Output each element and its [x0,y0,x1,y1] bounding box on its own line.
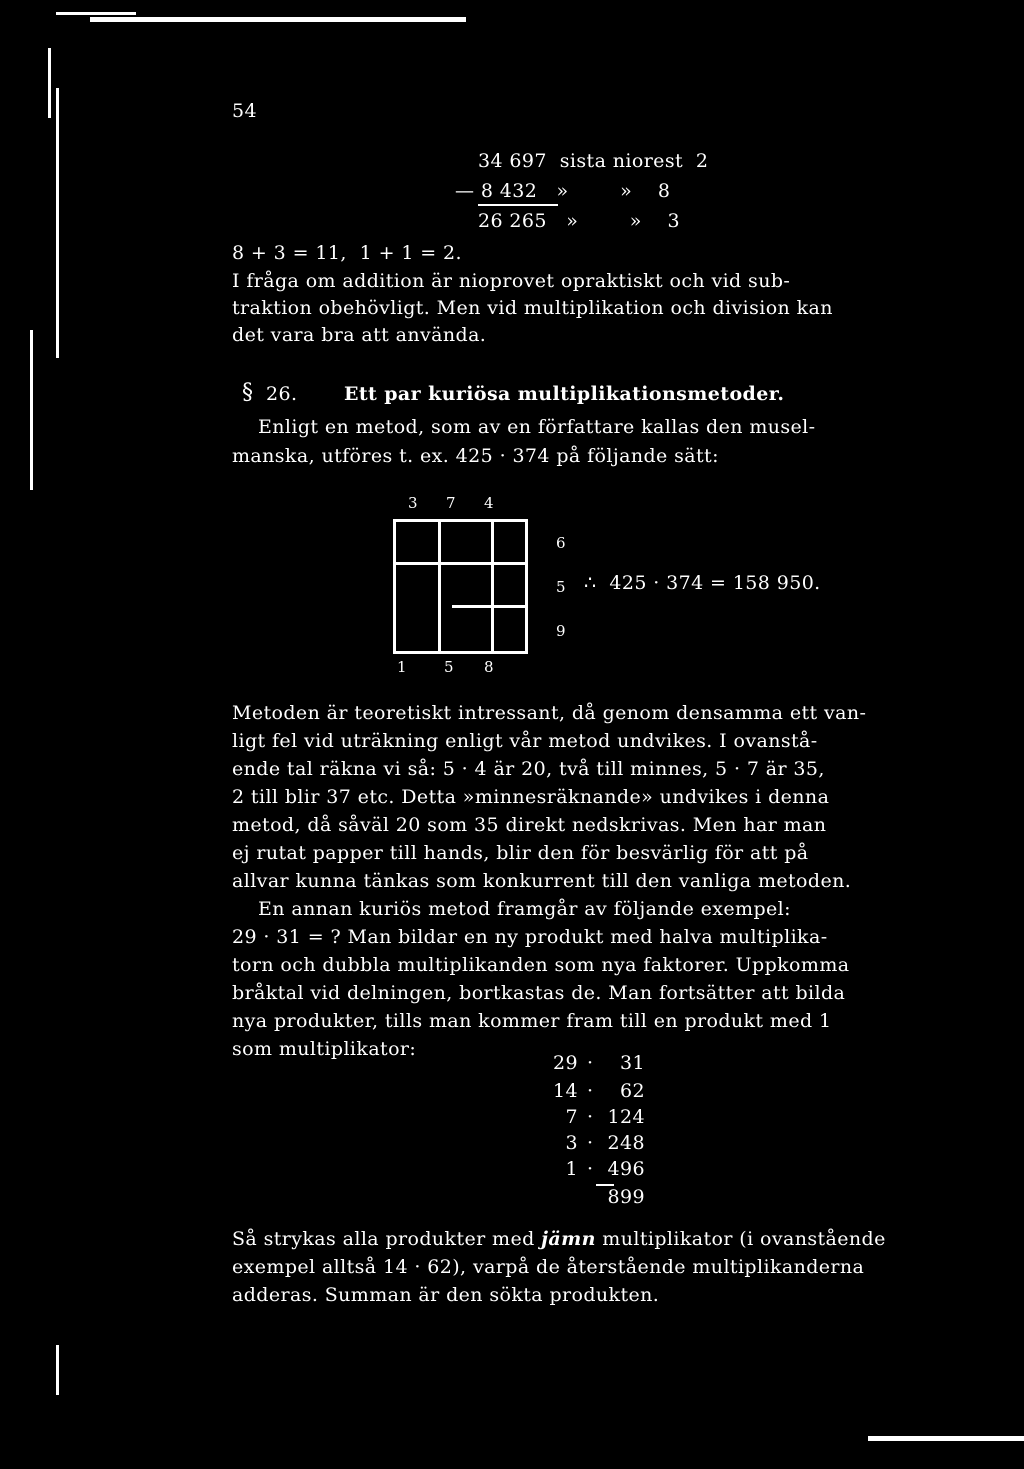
halving-dot-1: · [587,1052,594,1074]
bottom-rule [868,1436,1024,1441]
halving-a-4: 3 [565,1132,578,1154]
subtraction-rule [478,204,558,206]
para3-line-1: Metoden är teoretiskt intressant, då genom densamma ett van- [232,702,867,724]
halving-b-3: 124 [607,1106,645,1128]
subtraction-row-2: — 8 432 » » 8 [455,180,671,202]
top-rule [90,17,466,22]
top-rule-thin [56,12,136,15]
grid-col-2 [491,519,494,654]
halving-b-1: 31 [620,1052,645,1074]
halving-b-4: 248 [607,1132,645,1154]
left-edge-line-3 [30,330,33,490]
para4-line-1 [232,1228,886,1250]
para4-emphasis: jämn [541,1228,596,1250]
halving-a-2: 14 [553,1080,578,1102]
subtraction-row-3: 26 265 » » 3 [478,210,681,232]
para3-line-12: nya produkter, tills man kommer fram till en produkt med 1 [232,1010,832,1032]
para4-line-1-end: multiplikator (i ovanstående [595,1228,886,1250]
para3-line-5: metod, då såväl 20 som 35 direkt nedskrivas. Men har man [232,814,827,836]
para4-line-3: adderas. Summan är den sökta produkten. [232,1284,660,1306]
para4-line-2: exempel alltså 14 · 62), varpå de återstående multiplikanderna [232,1256,865,1278]
grid-border-left [393,519,396,654]
left-edge-line-4 [56,1345,59,1395]
grid-top-digit-3: 4 [484,494,494,512]
subtraction-row-1: 34 697 sista niorest 2 [478,150,709,172]
halving-total: 899 [607,1186,645,1208]
halving-b-2: 62 [620,1080,645,1102]
halving-a-3: 7 [565,1106,578,1128]
section-title: Ett par kuriösa multiplikationsmetoder. [344,383,785,405]
para3-line-13: som multiplikator: [232,1038,417,1060]
para3-line-3: ende tal räkna vi så: 5 · 4 är 20, två till minnes, 5 · 7 är 35, [232,758,825,780]
grid-border-top [393,519,528,522]
grid-col-1 [438,519,441,654]
grid-result: ∴ 425 · 374 = 158 950. [584,572,821,594]
halving-a-5: 1 [565,1158,578,1180]
grid-row-1 [393,562,528,565]
para1-line-2: I fråga om addition är nioprovet opraktiskt och vid sub- [232,270,791,292]
grid-right-digit-3: 9 [556,622,566,640]
para3-line-6: ej rutat papper till hands, blir den för besvärlig för att på [232,842,809,864]
page-number: 54 [232,100,257,122]
grid-border-right [525,519,528,654]
halving-dot-5: · [587,1158,594,1180]
para3-line-9: 29 · 31 = ? Man bildar en ny produkt med halva multiplika- [232,926,828,948]
para2-line-1: Enligt en metod, som av en författare kallas den musel- [258,416,816,438]
halving-a-1: 29 [553,1052,578,1074]
para3-line-4: 2 till blir 37 etc. Detta »minnesräknande» undvikes i denna [232,786,830,808]
para4-line-1-start: Så strykas alla produkter med [232,1228,542,1250]
para3-line-2: ligt fel vid uträkning enligt vår metod undvikes. I ovanstå- [232,730,818,752]
left-edge-line-1 [48,48,51,118]
halving-b-5: 496 [607,1158,645,1180]
para1-line-1: 8 + 3 = 11, 1 + 1 = 2. [232,242,462,264]
grid-bottom-digit-2: 5 [444,658,454,676]
halving-dot-3: · [587,1106,594,1128]
grid-right-digit-2: 5 [556,578,566,596]
para3-line-8: En annan kuriös metod framgår av följande exempel: [258,898,791,920]
para3-line-10: torn och dubbla multiplikanden som nya faktorer. Uppkomma [232,954,850,976]
halving-dot-4: · [587,1132,594,1154]
grid-top-digit-2: 7 [446,494,456,512]
grid-bottom-digit-1: 1 [397,658,407,676]
grid-bottom-digit-3: 8 [484,658,494,676]
para1-line-4: det vara bra att använda. [232,324,487,346]
halving-dot-2: · [587,1080,594,1102]
para1-line-3: traktion obehövligt. Men vid multiplikation och division kan [232,297,833,319]
section-number: 26. [266,383,298,405]
grid-right-digit-1: 6 [556,534,566,552]
para3-line-7: allvar kunna tänkas som konkurrent till den vanliga metoden. [232,870,852,892]
para2-line-2: manska, utföres t. ex. 425 · 374 på följande sätt: [232,445,719,467]
left-edge-line-2 [56,88,59,358]
grid-border-bottom [393,651,528,654]
grid-top-digit-1: 3 [408,494,418,512]
para3-line-11: bråktal vid delningen, bortkastas de. Man fortsätter att bilda [232,982,846,1004]
grid-row-2 [452,605,528,608]
section-symbol: § [242,380,254,405]
